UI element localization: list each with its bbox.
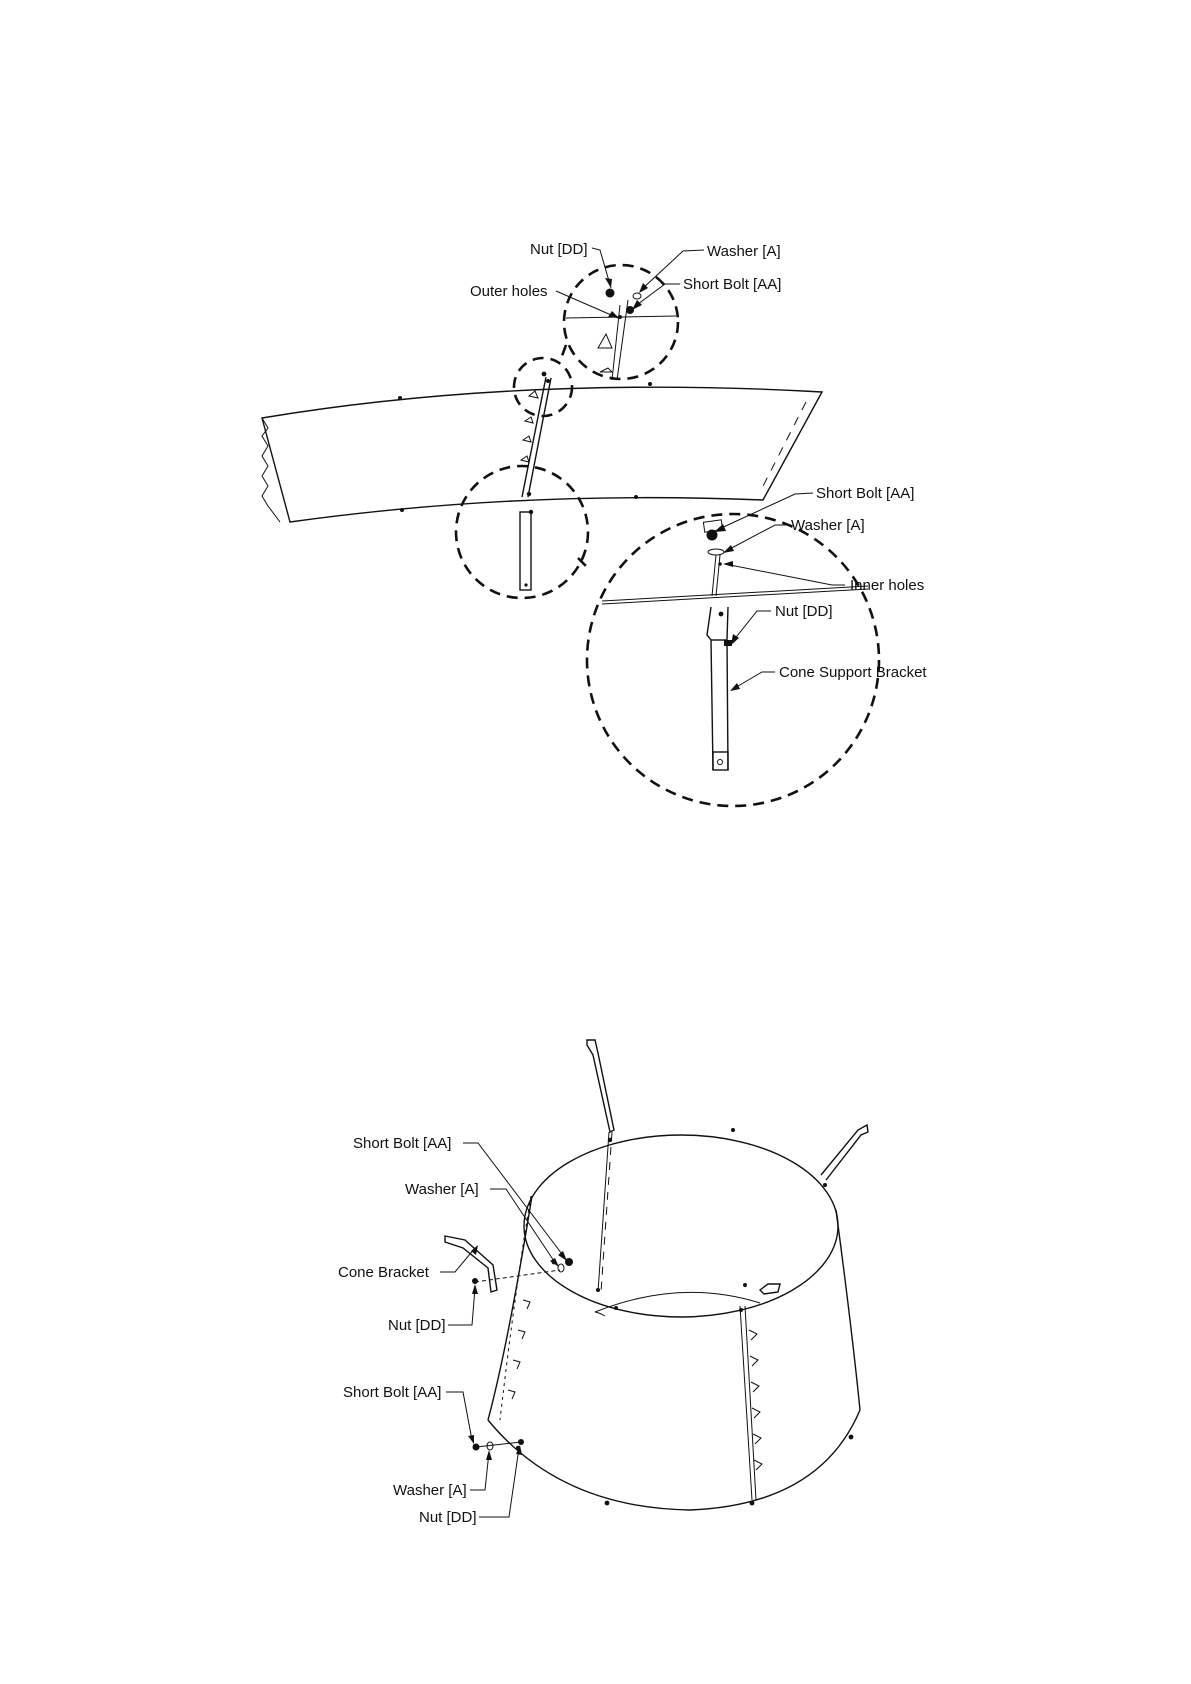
cone-top-rim (524, 1135, 838, 1317)
label-short-bolt-aa-upper: Short Bolt [AA] (353, 1135, 452, 1152)
label-nut-dd-upper: Nut [DD] (388, 1317, 446, 1334)
nut-icon (606, 289, 615, 298)
label-short-bolt-aa-detail: Short Bolt [AA] (816, 485, 915, 502)
bolt-head-icon (626, 306, 634, 314)
assembled-cone (488, 1128, 860, 1510)
inner-holes-detail (602, 520, 868, 770)
label-outer-holes: Outer holes (470, 283, 548, 300)
cone-bottom-rim (488, 1410, 860, 1510)
label-washer-a-detail: Washer [A] (791, 517, 865, 534)
label-washer-a-lower: Washer [A] (393, 1482, 467, 1499)
bottom-assembly-diagram (338, 1040, 868, 1526)
label-cone-bracket: Cone Bracket (338, 1264, 429, 1281)
label-short-bolt-aa-top: Short Bolt [AA] (683, 276, 782, 293)
cone-bracket-part (445, 1236, 497, 1292)
top-leader-lines (556, 248, 845, 691)
label-inner-holes: Inner holes (850, 577, 925, 594)
washer-icon (633, 293, 641, 299)
top-assembly-diagram (262, 241, 927, 806)
label-short-bolt-aa-lower: Short Bolt [AA] (343, 1384, 442, 1401)
label-nut-dd-lower: Nut [DD] (419, 1509, 477, 1526)
washer-icon (558, 1264, 564, 1272)
washer-icon (708, 549, 724, 555)
label-washer-a-upper: Washer [A] (405, 1181, 479, 1198)
label-nut-dd-top: Nut [DD] (530, 241, 588, 258)
nut-icon (724, 640, 732, 646)
label-nut-dd-detail: Nut [DD] (775, 603, 833, 620)
cone-panel (262, 382, 822, 522)
detail-circle-inner-holes (587, 514, 879, 806)
detail-circle-outer-holes (564, 265, 678, 379)
cone-support-brackets (445, 1040, 868, 1451)
detail-circle-bracket (456, 466, 588, 598)
label-cone-support-bracket: Cone Support Bracket (779, 664, 927, 681)
cone-support-bracket-overview (520, 372, 551, 590)
label-washer-a-top: Washer [A] (707, 243, 781, 260)
nut-icon (472, 1278, 478, 1284)
bottom-leader-lines (440, 1143, 567, 1517)
detail-circle-small (514, 358, 572, 416)
panel-edge (602, 586, 868, 601)
